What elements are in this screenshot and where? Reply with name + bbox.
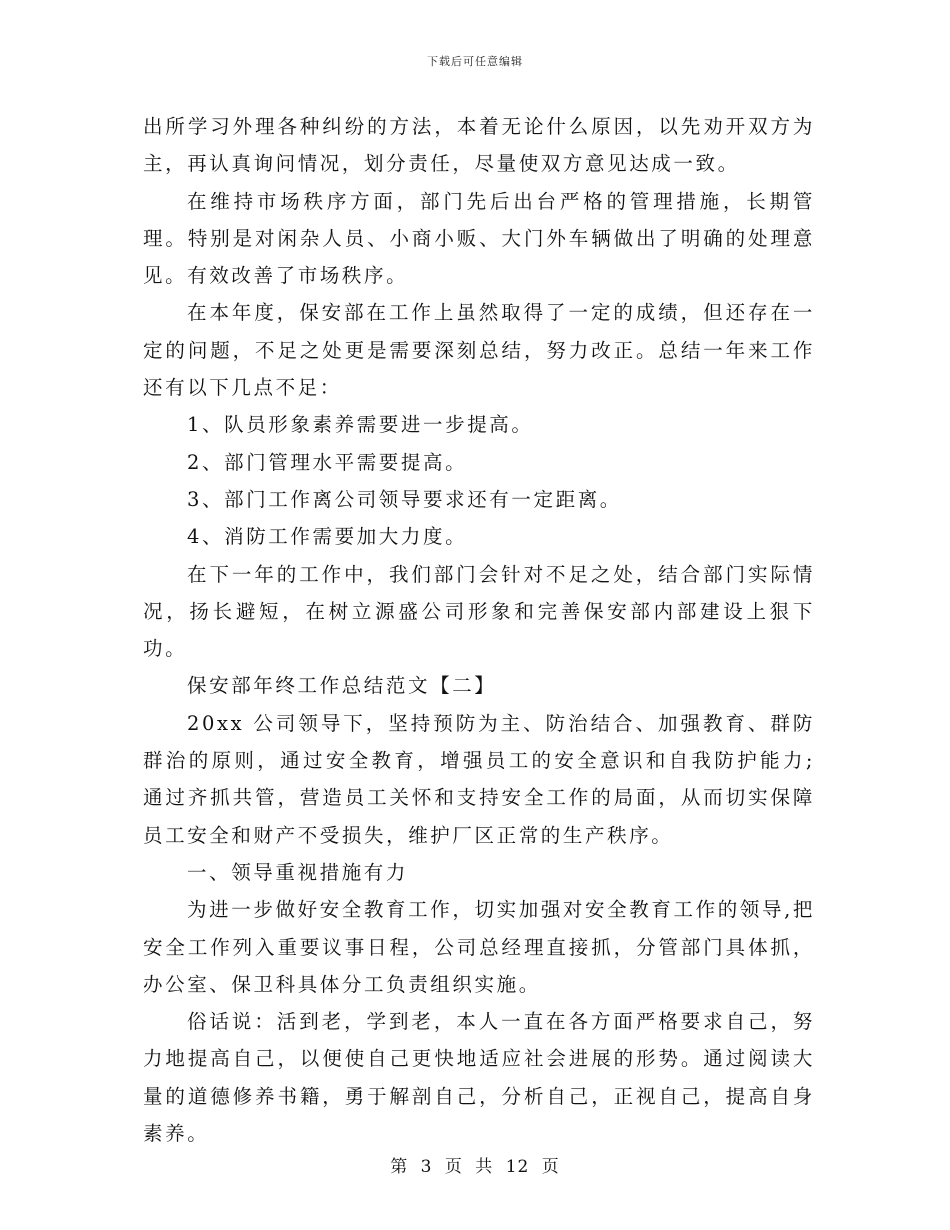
list-item-1: 1、队员形象素养需要进一步提高。 — [187, 413, 534, 437]
page-number: 第 3 页 共 12 页 — [390, 1157, 560, 1177]
paragraph-7: 俗话说：活到老，学到老，本人一直在各方面严格要求自己，努力地提高自己，以便使自己更快地适应社会进展的形势。通过阅读大量的道德修养书籍，勇于解剖自己，分析自己，正视自己，提高自身素养。 — [143, 1010, 815, 1146]
paragraph-6: 为进一步做好安全教育工作，切实加强对安全教育工作的领导,把安全工作列入重要议事日程，公司总经理直接抓，分管部门具体抓，办公室、保卫科具体分工负责组织实施。 — [143, 898, 815, 996]
list-item-3: 3、部门工作离公司领导要求还有一定距离。 — [187, 487, 622, 511]
list-item-4: 4、消防工作需要加大力度。 — [187, 525, 468, 549]
paragraph-3: 在本年度，保安部在工作上虽然取得了一定的成绩，但还存在一定的问题，不足之处更是需要深刻总结，努力改正。总结一年来工作还有以下几点不足： — [143, 301, 815, 400]
paragraph-5: 20xx 公司领导下，坚持预防为主、防治结合、加强教育、群防群治的原则，通过安全教育，增强员工的安全意识和自我防护能力;通过齐抓共管，营造员工关怀和支持安全工作的局面，从而切实保障员工安全和财产不受损失，维护厂区正常的生产秩序。 — [143, 711, 815, 847]
subsection-heading: 一、领导重视措施有力 — [187, 860, 409, 884]
paragraph-1: 出所学习外理各种纠纷的方法，本着无论什么原因，以先劝开双方为主，再认真询问情况，划分责任，尽量使双方意见达成一致。 — [143, 115, 815, 176]
list-item-2: 2、部门管理水平需要提高。 — [187, 450, 468, 474]
paragraph-2: 在维持市场秩序方面，部门先后出台严格的管理措施，长期管理。特别是对闲杂人员、小商小贩、大门外车辆做出了明确的处理意见。有效改善了市场秩序。 — [143, 189, 815, 288]
page-header-note: 下载后可任意编辑 — [427, 55, 523, 68]
document-body — [143, 108, 815, 1152]
section-title: 保安部年终工作总结范文【二】 — [187, 674, 497, 698]
paragraph-4: 在下一年的工作中，我们部门会针对不足之处，结合部门实际情况，扬长避短，在树立源盛公司形象和完善保安部内部建设上狠下功。 — [143, 562, 815, 661]
